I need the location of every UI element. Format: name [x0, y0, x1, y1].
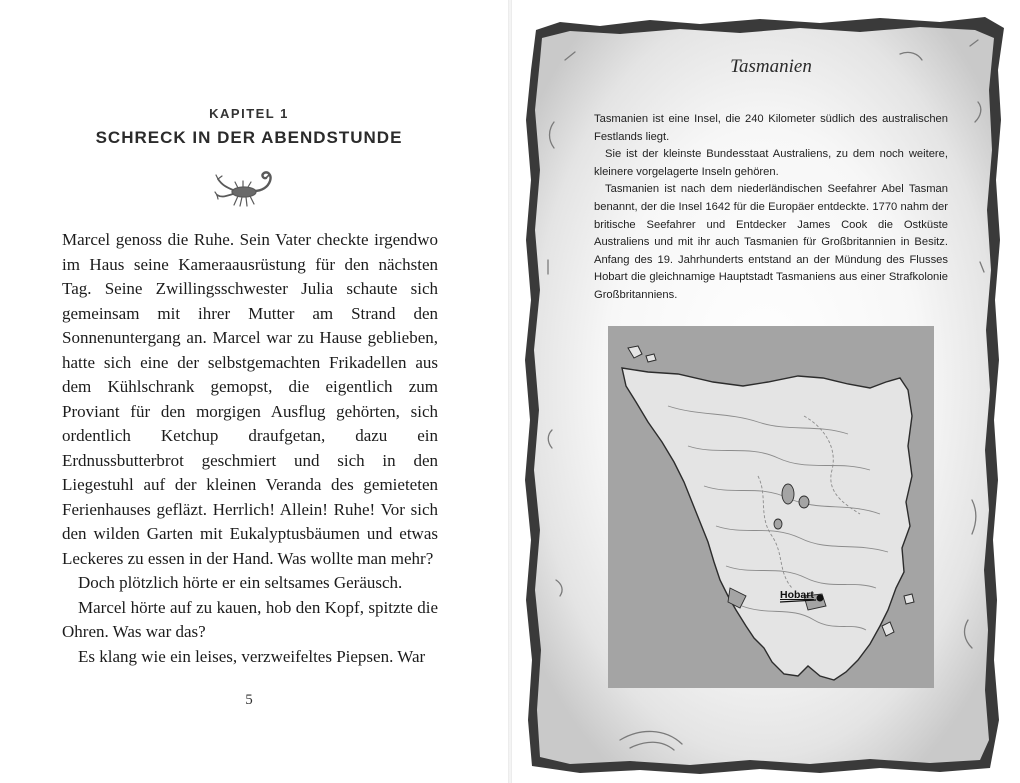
info-paragraph: Tasmanien ist eine Insel, die 240 Kilometer südlich des australischen Festlands liegt. [594, 113, 948, 143]
info-box-title: Tasmanien [730, 56, 812, 77]
tasmania-map [608, 326, 934, 688]
page-number: 5 [245, 692, 253, 708]
info-paragraph: Tasmanien ist nach dem niederländischen Seefahrer Abel Tasman benannt, der die Insel 1642 für die Europäer entdeckte. 1770 nahm der britische Seefahrer und Entdecker James Cook die Ostküste Australiens und mit ihr auch Tasmanien für Großbritannien in Besitz. Anfang des 19. Jahrhunderts entstand an der Mündung des Flusses Hobart die gleichnamige Hauptstadt Tasmaniens aus einer Strafkolonie Großbritanniens. [594, 183, 948, 301]
info-paragraph: Sie ist der kleinste Bundesstaat Australiens, zu dem noch weitere, kleinere vorgelagerte Inseln gehören. [594, 148, 948, 178]
chapter-label: KAPITEL 1 [209, 106, 289, 121]
body-paragraph: Marcel genoss die Ruhe. Sein Vater checkte irgendwo im Haus seine Kameraausrüstung für den nächsten Tag. Seine Zwillingsschwester Julia schaute sich gemeinsam mit ihrer Mutter am Strand den Sonnenuntergang an. Marcel war zu Hause geblieben, hatte sich eine der selbstgemachten Frikadellen aus dem Kühlschrank gemopst, die eigentlich zum Proviant für den morgigen Ausflug gehörten, sich ordentlich Ketchup draufgetan, dazu ein Erdnussbutterbrot geschmiert und sich in den Liegestuhl auf der kleinen Veranda des gemieteten Ferienhauses gefläzt. Herrlich! Allein! Ruhe! Vor sich den wilden Garten mit Eukalyptusbäumen und etwas Leckeres zu essen in der Hand. Was wollte man mehr? [62, 230, 438, 568]
tasmania-island-shape [608, 326, 934, 688]
hobart-map-label: Hobart [780, 589, 814, 601]
chapter-title: SCHRECK IN DER ABENDSTUNDE [95, 128, 403, 147]
info-box-text [594, 111, 948, 305]
body-paragraph: Marcel hörte auf zu kauen, hob den Kopf, spitzte die Ohren. Was war das? [62, 597, 438, 641]
body-paragraph: Doch plötzlich hörte er ein seltsames Geräusch. [78, 573, 403, 592]
body-paragraph: Es klang wie ein leises, verzweifeltes Piepsen. War [78, 646, 426, 666]
